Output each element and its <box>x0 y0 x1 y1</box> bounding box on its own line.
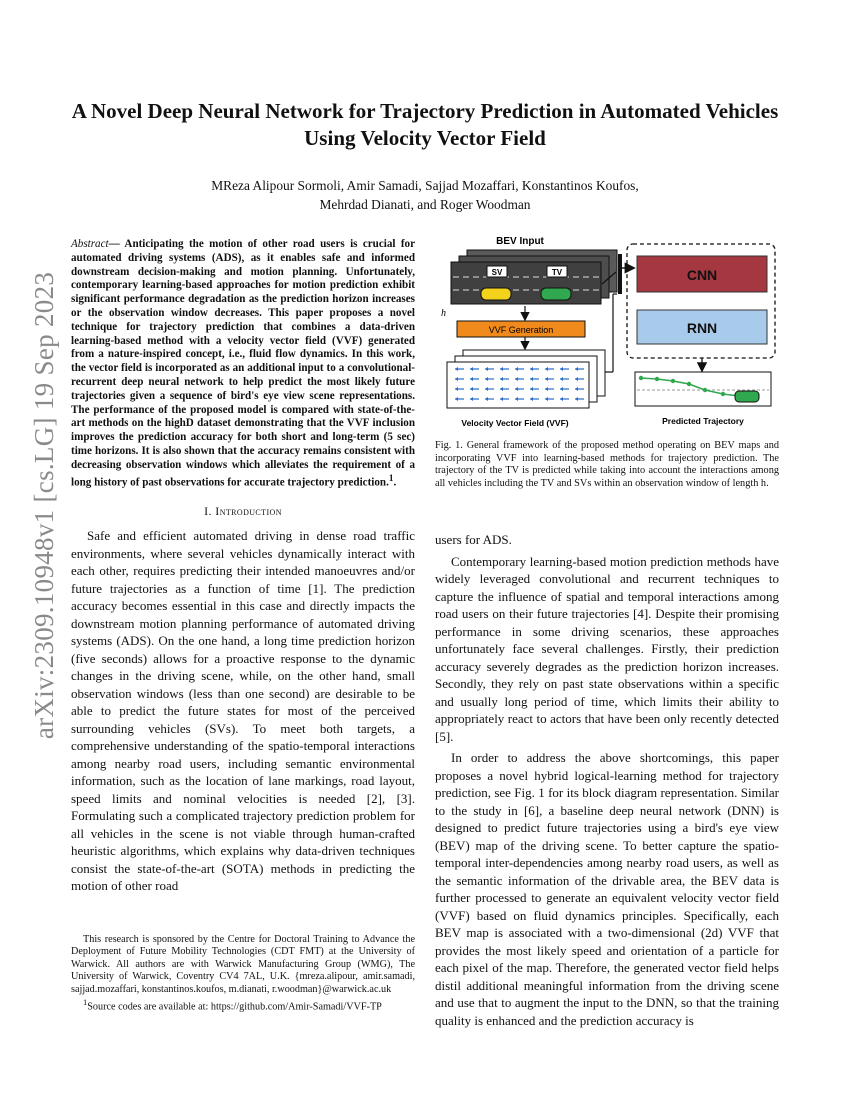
left-column <box>71 238 415 895</box>
abstract-footnote-mark: 1 <box>388 473 394 484</box>
intro-paragraph-1: Safe and efficient automated driving in dense road traffic environments, where several vehicles dynamically interact with each other, requires predicting their intended manoeuvres and/or future trajectories as a function of time [1]. The prediction accuracy becomes essential in this case and directly impacts the downstream motion planning performance of automated driving systems (ADS). On the one hand, a long time prediction horizon (five seconds) allows for a proactive response to the dynamic changes in the driving scene, while, on the other hand, small observation windows (less than one second) are desirable to be able to predict the future states for most of the perceived surrounding vehicles (SVs). To meet both targets, a comprehensive understanding of the spatio-temporal interactions among nearby road users, including semantic environmental information, such as the location of lane markings, road layout, speed limits and nominal velocities is needed [2], [3]. Formulating such a complicated trajectory prediction problem for all vehicles in the scene is not viable through human-crafted heuristic algorithms, which explains why data-driven techniques consist the state-of-the-art (SOTA) methods in predicting the motion of other road <box>71 528 415 894</box>
figure-1 <box>435 232 779 432</box>
rnn-label: RNN <box>686 320 718 336</box>
abstract-text: — Anticipating the motion of other road users is crucial for automated driving systems (ADS), as it enables safe and informed downstream decision-making and motion planning. Unfortunately, contemporary learning-based approaches for motion prediction exhibit significant performance degradation as the prediction horizon increases or the observation window decreases. This paper proposes a novel technique for trajectory prediction that combines a data-driven learning-based method with a velocity vector field (VVF) generated from a nature-inspired concept, i.e., fluid flow dynamics. In this work, the vector field is incorporated as an additional input to a convolutional-recurrent deep neural network to help predict the most likely future trajectories given a sequence of bird's eye view scene representations. The performance of the proposed model is compared with state-of-the-art methods on the highD dataset demonstrating that the VVF inclusion improves the prediction accuracy for both short and long-term (5 sec) time horizons. It is also shown that the accuracy remains consistent with decreasing observation windows which alleviates the requirement of a long history of past observations for accurate trajectory prediction. <box>71 238 415 489</box>
tv-label: TV <box>551 268 563 277</box>
footnote-code-mark: 1 <box>83 997 88 1008</box>
footnotes <box>71 934 415 1014</box>
arxiv-side-stamp <box>20 271 70 739</box>
bev-input-label: BEV Input <box>496 236 544 247</box>
trajectory-point <box>687 382 691 386</box>
section-heading-introduction: I. Introduction <box>204 504 282 519</box>
authors-line-1: MReza Alipour Sormoli, Amir Samadi, Sajjad Mozaffari, Konstantinos Koufos, <box>211 178 639 193</box>
right-column <box>435 232 779 1029</box>
trajectory-point <box>703 388 707 392</box>
sv-car <box>481 288 511 300</box>
vvf-field-label: Velocity Vector Field (VVF) <box>461 418 569 428</box>
vvf-generation-label: VVF Generation <box>488 325 554 335</box>
bev-frame-front <box>451 262 601 304</box>
figure-caption: Fig. 1. General framework of the proposed method operating on BEV maps and incorporating VVF into learning-based methods for trajectory prediction. The trajectory of the TV is predicted while taking into account the interactions among all vehicles including the TV and SVs within an observation window of length h. <box>435 440 779 489</box>
trajectory-point <box>639 376 643 380</box>
input-bar <box>618 254 622 294</box>
footnote-code-text: Source codes are available at: https://github.com/Amir-Samadi/VVF-TP <box>87 1001 382 1013</box>
predicted-car <box>735 391 759 402</box>
abstract-end: . <box>393 476 397 489</box>
author-list <box>100 176 750 214</box>
right-paragraph-1: Contemporary learning-based motion prediction methods have widely leveraged convolutional and recurrent techniques to capture the influence of spatial and temporal interactions among road users on their future trajectories [4]. Despite their promising performance in some driving scenarios, these approaches unfortunately face several challenges. Firstly, their prediction accuracy severely degrades as the prediction horizon increases. Secondly, they rely on past state observations within a specific and usually long period of time, which limits their ability to appropriately react to actors that have been only recently detected [5]. <box>435 553 779 744</box>
authors-line-2: Mehrdad Dianati, and Roger Woodman <box>319 197 531 212</box>
paper-title: A Novel Deep Neural Network for Trajectory Prediction in Automated Vehicles Using Velocity Vector Field <box>71 99 779 150</box>
trajectory-point <box>721 392 725 396</box>
abstract-lead: Abstract <box>71 238 109 250</box>
right-body-text <box>435 531 779 1029</box>
abstract <box>71 238 415 490</box>
tv-car <box>541 288 571 300</box>
footnote-sponsor: This research is sponsored by the Centre for Doctoral Training to Advance the Deployment of Future Mobility Technologies (CDT FMT) at the University of Warwick. All authors are with Warwick Manufacturing Group (WMG), The University of Warwick, Coventry CV4 7AL, U.K. {mreza.alipour, amir.samadi, sajjad.mozaffari, konstantinos.koufos, m.dianati, r.woodman}@warwick.ac.uk <box>71 934 415 995</box>
trajectory-point <box>671 379 675 383</box>
introduction-body <box>71 527 415 895</box>
right-paragraph-2: In order to address the above shortcomings, this paper proposes a novel hybrid logical-learning method for trajectory prediction, see Fig. 1 for its block diagram representation. Similar to the study in [6], a baseline deep neural network (DNN) is designed to predict future trajectories using a bird's eye view (BEV) map of the driving scene. To better capture the spatio-temporal inter-dependencies among nearby road users, as well as the semantic information of the drivable area, the BEV data is further processed to generate an equivalent velocity vector field (VVF) based on fluid dynamics principles. Specifically, each BEV map is associated with a two-dimensional (2d) VVF that provides the most likely speed and orientation of a particle for each pixel of the map. Therefore, the generated vector field helps distil additional meaningful information from the driving scene and use that to augment the input to the DNN, so that the training quality is enhanced and the prediction accuracy is <box>435 750 779 1028</box>
footnote-code <box>71 996 415 1014</box>
framework-diagram <box>435 232 779 432</box>
trajectory-point <box>655 377 659 381</box>
right-paragraph-0: users for ADS. <box>435 532 512 548</box>
predicted-trajectory-label: Predicted Trajectory <box>662 416 744 426</box>
arxiv-identifier: arXiv:2309.10948v1 [cs.LG] 19 Sep 2023 <box>29 271 60 739</box>
observation-window-h: h <box>441 308 446 319</box>
sv-label: SV <box>491 268 503 277</box>
cnn-label: CNN <box>686 267 718 283</box>
